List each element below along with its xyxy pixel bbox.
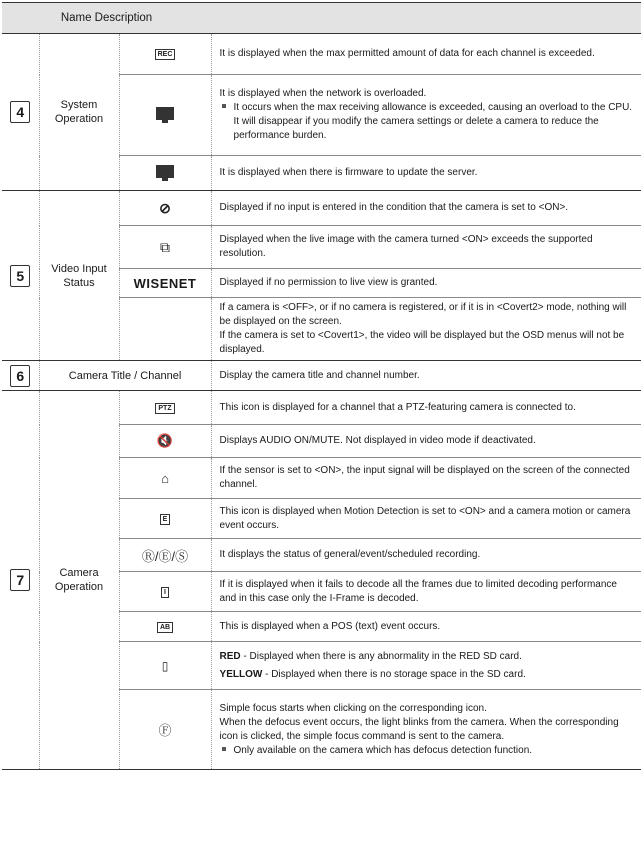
section-number-6: 6	[10, 365, 30, 387]
section-name-camera-operation: Camera Operation	[39, 391, 119, 770]
row-note: It occurs when the max receiving allowance is exceeded, causing an overload to the CPU. It will disappear if you modify the camera settings or delete a camera to reduce the performance burden.	[233, 102, 633, 141]
note-bullet-icon	[222, 747, 226, 751]
yellow-desc: - Displayed when there is no storage space in the SD card.	[262, 668, 526, 680]
sd-card-icon: ▯	[161, 658, 169, 673]
table-row	[2, 34, 641, 75]
section-name-system-operation: System Operation	[39, 34, 119, 191]
section-name-camera-title: Camera Title / Channel	[39, 361, 211, 391]
row-desc: Simple focus starts when clicking on the corresponding icon.	[219, 702, 487, 714]
row-desc: This is displayed when a POS (text) event occurs.	[211, 612, 641, 642]
row-desc: Displays AUDIO ON/MUTE. Not displayed in video mode if deactivated.	[211, 425, 641, 458]
header-empty	[211, 3, 641, 34]
icon-description-table	[2, 2, 641, 770]
row-desc: This icon is displayed for a channel that a PTZ-featuring camera is connected to.	[211, 391, 641, 425]
no-input-icon: ⊘	[159, 199, 171, 216]
row-desc: Display the camera title and channel number.	[211, 361, 641, 391]
row-desc: If a camera is <OFF>, or if no camera is registered, or if it is in <Covert2> mode, nothing will be displayed on the screen.	[219, 302, 627, 327]
red-label: RED	[219, 650, 241, 662]
row-desc: It is displayed when there is firmware to update the server.	[211, 156, 641, 191]
monitor-overload-icon	[156, 107, 174, 120]
i-frame-icon: I	[161, 587, 169, 598]
motion-event-icon: E	[160, 514, 171, 525]
simple-focus-icon: Ⓕ	[158, 723, 172, 738]
row-desc: This icon is displayed when Motion Detection is set to <ON> and a camera motion or camera event occurs.	[211, 499, 641, 539]
monitor-firmware-icon	[156, 165, 174, 178]
row-desc-2: When the defocus event occurs, the light blinks from the camera. When the corresponding icon is clicked, the simple focus command is sent to the camera.	[219, 716, 619, 742]
section-number-7: 7	[10, 569, 30, 591]
rec-warning-icon: REC	[155, 49, 176, 60]
section-name-video-input-status: Video Input Status	[39, 191, 119, 361]
row-desc: It displays the status of general/event/scheduled recording.	[211, 539, 641, 572]
table-row	[2, 191, 641, 226]
row-desc: If it is displayed when it fails to decode all the frames due to limited decoding performance and in this case only the I-Frame is decoded.	[211, 572, 641, 612]
row-desc: Displayed if no input is entered in the condition that the camera is set to <ON>.	[211, 191, 641, 226]
resolution-icon: ⧉	[160, 238, 171, 255]
pos-text-icon: AB	[157, 622, 173, 633]
ptz-icon: PTZ	[155, 403, 174, 414]
recording-status-icon: Ⓡ/Ⓔ/Ⓢ	[141, 548, 189, 564]
row-note: Only available on the camera which has defocus detection function.	[233, 744, 533, 756]
audio-icon: 🔇	[156, 433, 174, 448]
row-desc: Displayed when the live image with the camera turned <ON> exceeds the supported resolution.	[211, 226, 641, 269]
wisenet-logo: WISENET	[133, 275, 197, 291]
row-desc: If the sensor is set to <ON>, the input signal will be displayed on the screen of the connected channel.	[211, 458, 641, 499]
sensor-icon: ⌂	[161, 470, 169, 486]
section-number-5: 5	[10, 265, 30, 287]
table-row	[2, 391, 641, 425]
row-desc: It is displayed when the network is overloaded.	[219, 88, 427, 99]
header-name-description: Name Description	[2, 3, 211, 34]
yellow-label: YELLOW	[219, 668, 263, 680]
section-number-4: 4	[10, 101, 30, 123]
note-bullet-icon	[222, 104, 226, 108]
table-row	[2, 361, 641, 391]
row-desc: Displayed if no permission to live view is granted.	[211, 269, 641, 298]
red-desc: - Displayed when there is any abnormality in the RED SD card.	[240, 650, 522, 662]
row-desc-2: If the camera is set to <Covert1>, the video will be displayed but the OSD menus will not be displayed.	[219, 330, 625, 355]
row-desc: It is displayed when the max permitted amount of data for each channel is exceeded.	[211, 34, 641, 75]
table-header-row	[2, 3, 641, 34]
